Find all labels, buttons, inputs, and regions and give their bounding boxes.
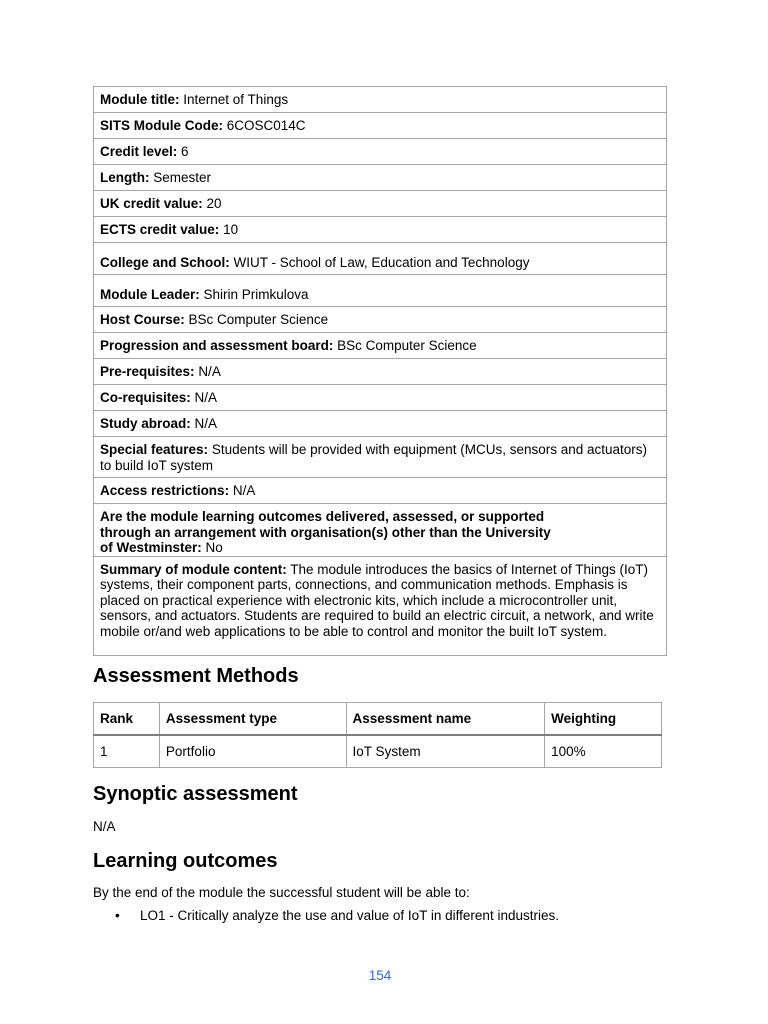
field-value: WIUT - School of Law, Education and Technology <box>233 254 530 270</box>
learning-outcomes-heading: Learning outcomes <box>93 850 278 872</box>
field-label: Module title: <box>100 91 180 107</box>
field-value: Shirin Primkulova <box>203 286 309 302</box>
table-cell: 100% <box>545 735 662 768</box>
field-label: Are the module learning outcomes delivered, assessed, or supported <box>100 509 545 524</box>
assessment-methods-heading: Assessment Methods <box>93 665 299 687</box>
table-row <box>94 385 667 411</box>
field-label: SITS Module Code: <box>100 117 223 133</box>
assessment-table <box>93 702 662 768</box>
table-cell: IoT System <box>346 735 545 768</box>
table-row <box>94 556 667 655</box>
field-value: 6 <box>181 143 189 159</box>
field-label: Co-requisites: <box>100 389 191 405</box>
column-header: Assessment name <box>346 703 545 736</box>
field-label: of Westminster: <box>100 540 202 555</box>
synoptic-text: N/A <box>93 819 116 834</box>
field-value: Internet of Things <box>183 91 289 107</box>
table-cell: 1 <box>94 735 160 768</box>
field-label: Host Course: <box>100 311 185 327</box>
table-row <box>94 504 667 557</box>
table-row <box>94 478 667 504</box>
table-row <box>94 113 667 139</box>
field-value: N/A <box>194 415 218 431</box>
field-value: Students will be provided with equipment (MCUs, sensors and actuators) to build IoT system <box>100 442 648 473</box>
field-value: 20 <box>206 195 222 211</box>
column-header: Assessment type <box>159 703 346 736</box>
table-row <box>94 307 667 333</box>
page-number: 154 <box>368 968 392 983</box>
table-row <box>94 191 667 217</box>
table-row <box>94 411 667 437</box>
table-row <box>94 217 667 243</box>
field-value: N/A <box>194 389 218 405</box>
field-value: 10 <box>223 221 239 237</box>
field-value: N/A <box>232 482 256 498</box>
list-item <box>93 908 559 924</box>
table-row <box>94 333 667 359</box>
table-row <box>94 139 667 165</box>
list-item-text: LO1 - Critically analyze the use and value of IoT in different industries. <box>140 908 559 923</box>
field-label: College and School: <box>100 254 230 270</box>
table-row <box>94 275 667 307</box>
table-row <box>94 735 662 768</box>
table-row <box>94 243 667 275</box>
field-label: Summary of module content: <box>100 561 287 577</box>
synoptic-heading: Synoptic assessment <box>93 783 298 805</box>
field-label: Access restrictions: <box>100 482 230 498</box>
field-label: Module Leader: <box>100 286 200 302</box>
table-cell: Portfolio <box>159 735 346 768</box>
field-label: Special features: <box>100 442 209 457</box>
field-label: Pre-requisites: <box>100 363 195 379</box>
table-header-row <box>94 703 662 736</box>
table-row <box>94 165 667 191</box>
field-value: N/A <box>198 363 221 379</box>
field-label: Study abroad: <box>100 415 191 431</box>
field-value: Semester <box>153 169 212 185</box>
field-label: through an arrangement with organisation(s) other than the University <box>100 524 551 540</box>
field-value: 6COSC014C <box>226 117 306 133</box>
module-info-table <box>93 86 667 656</box>
table-row <box>94 87 667 113</box>
bullet-icon: • <box>115 908 120 923</box>
field-label: Credit level: <box>100 143 178 159</box>
field-value: BSc Computer Science <box>188 311 329 327</box>
table-row <box>94 437 667 478</box>
column-header: Weighting <box>545 703 662 736</box>
column-header: Rank <box>94 703 160 736</box>
field-value: BSc Computer Science <box>337 337 477 353</box>
field-label: Length: <box>100 169 150 185</box>
field-label: UK credit value: <box>100 195 203 211</box>
learning-outcomes-list <box>93 908 559 924</box>
field-label: ECTS credit value: <box>100 221 220 237</box>
learning-outcomes-intro: By the end of the module the successful student will be able to: <box>93 885 470 900</box>
table-row <box>94 359 667 385</box>
field-label: Progression and assessment board: <box>100 337 334 353</box>
field-value: The module introduces the basics of Internet of Things (IoT) systems, their component parts, connections, and communication methods. Emphasis is placed on practical experience with electronic kits, which include a microcontroller unit, sensors, and actuators. Students are required to build an electric circuit, a network, and write mobile or/and web applications to be able to control and monitor the built IoT system. <box>100 561 654 639</box>
field-value: No <box>205 540 223 555</box>
